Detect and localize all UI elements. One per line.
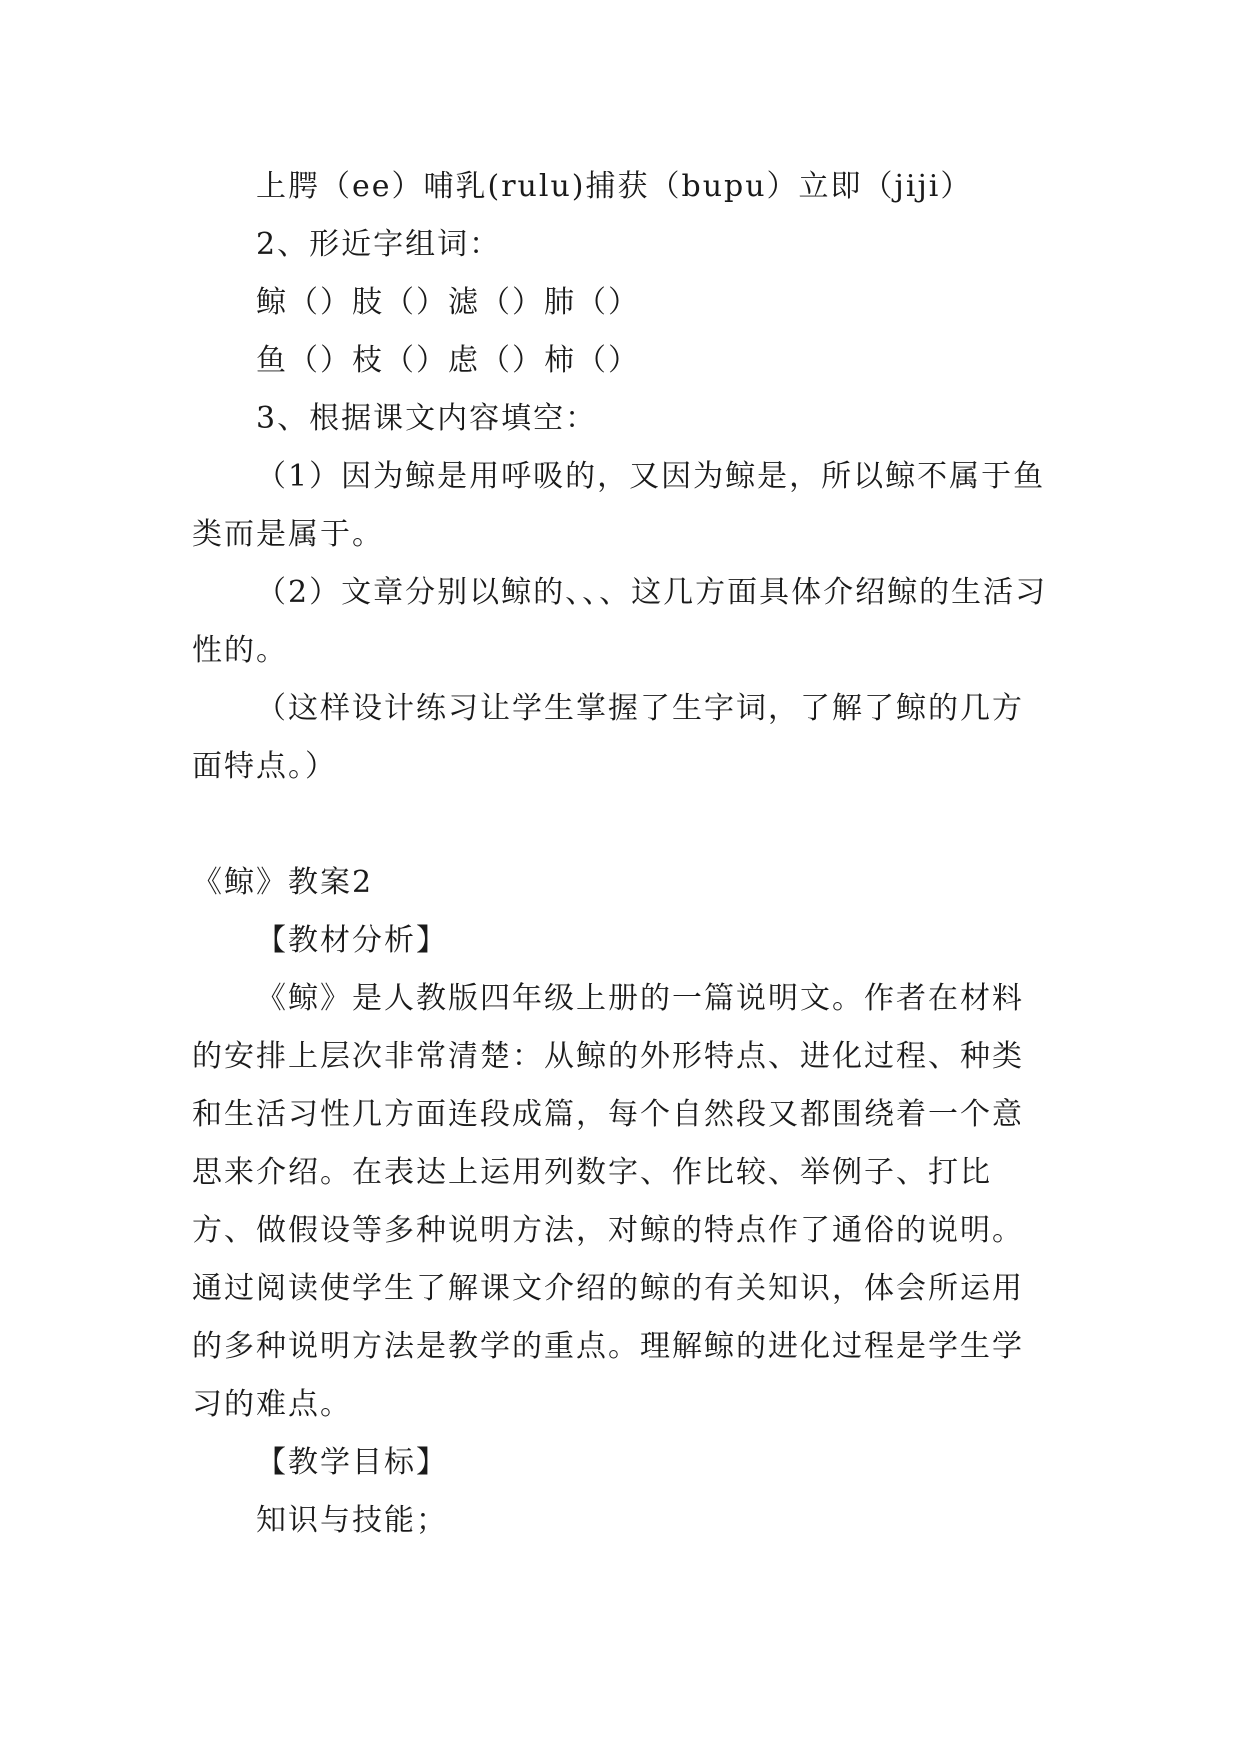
- section-spacer: [192, 796, 1052, 854]
- word-group-row-2: 鱼（）枝（）虑（）柿（）: [256, 343, 640, 378]
- pinyin-line: 上腭（ee）哺乳(rulu)捕获（bupu）立即（jiji）: [256, 169, 973, 204]
- document-body: [192, 158, 1052, 1550]
- exercise-3-title: 3、根据课文内容填空：: [256, 401, 598, 436]
- word-group-row-1: 鲸（）肢（）滤（）肺（）: [256, 285, 640, 320]
- heading-goals: 【教学目标】: [256, 1445, 448, 1480]
- fill-question-1: （1）因为鲸是用呼吸的，又因为鲸是，所以鲸不属于鱼类而是属于。: [192, 459, 1046, 552]
- design-note: （这样设计练习让学生掌握了生字词，了解了鲸的几方面特点。）: [192, 691, 1024, 784]
- fill-question-2: （2）文章分别以鲸的、、、这几方面具体介绍鲸的生活习性的。: [192, 575, 1048, 668]
- goals-subheading: 知识与技能；: [256, 1503, 448, 1538]
- analysis-paragraph: 《鲸》是人教版四年级上册的一篇说明文。作者在材料的安排上层次非常清楚：从鲸的外形特点、进化过程、种类和生活习性几方面连段成篇，每个自然段又都围绕着一个意思来介绍。在表达上运用列数字、作比较、举例子、打比方、做假设等多种说明方法，对鲸的特点作了通俗的说明。通过阅读使学生了解课文介绍的鲸的有关知识，体会所运用的多种说明方法是教学的重点。理解鲸的进化过程是学生学习的难点。: [192, 981, 1024, 1422]
- heading-analysis: 【教材分析】: [256, 923, 448, 958]
- exercise-2-title: 2、形近字组词：: [256, 227, 502, 262]
- section-title: 《鲸》教案2: [192, 865, 374, 900]
